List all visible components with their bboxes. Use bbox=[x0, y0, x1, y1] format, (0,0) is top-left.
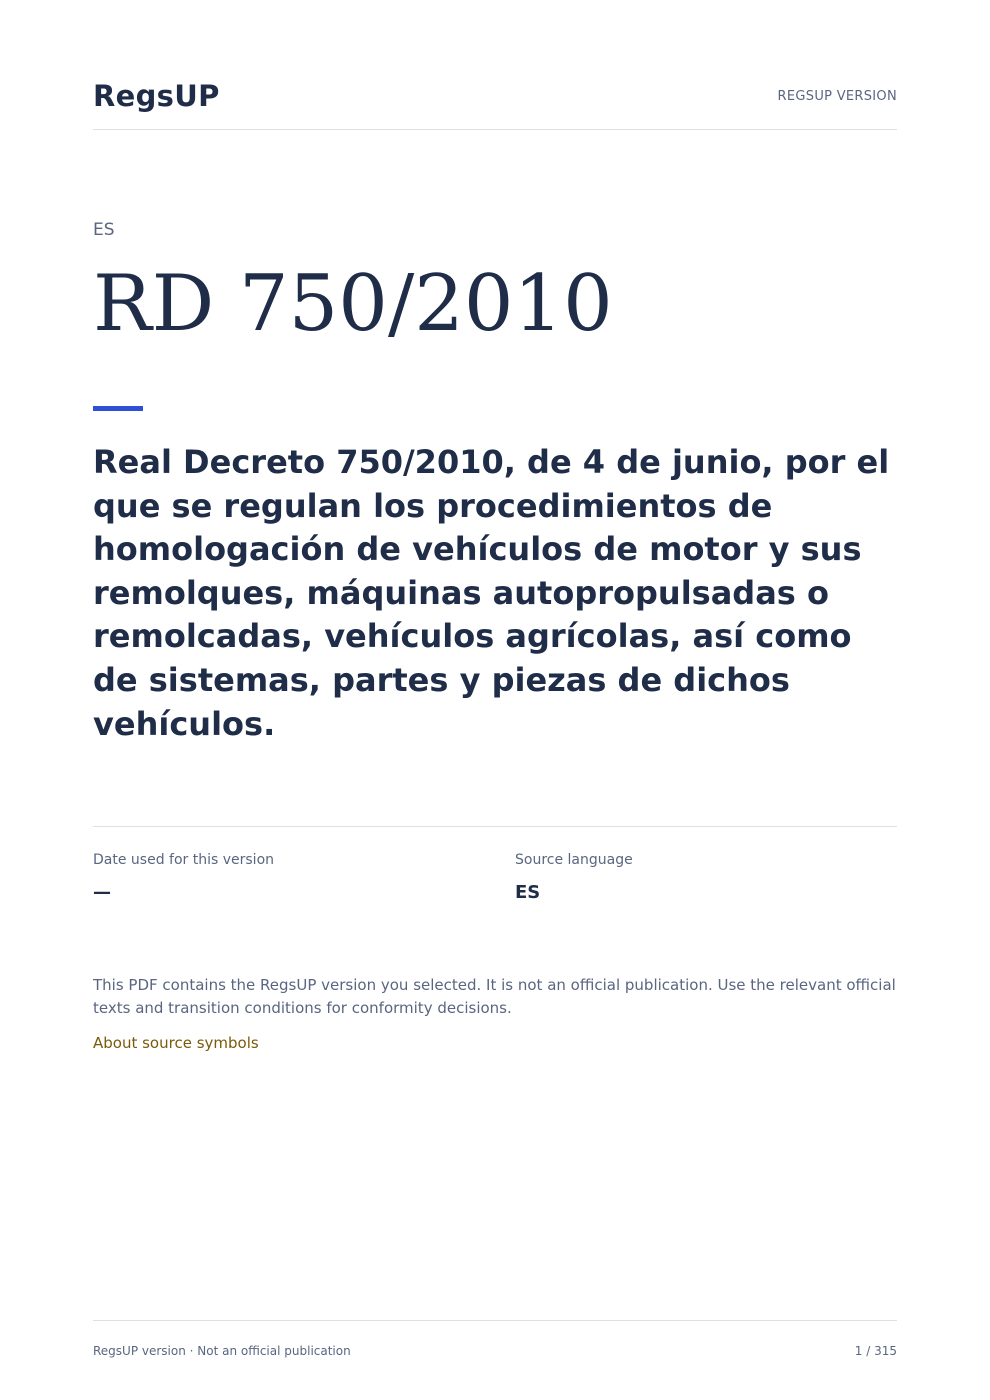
version-date-block bbox=[93, 851, 274, 904]
disclaimer-notice: This PDF contains the RegsUP version you selected. It is not an official publication. Use the relevant official texts and transition conditions for conformity decisions. bbox=[93, 976, 896, 1017]
document-title: Real Decreto 750/2010, de 4 de junio, por el que se regulan los procedimientos de homologación de vehículos de motor y sus remolques, máquinas autopropulsadas o remolcadas, vehículos agrícolas, así como de sistemas, partes y piezas de dichos vehículos. bbox=[93, 443, 890, 743]
source-language-block bbox=[515, 851, 633, 904]
accent-divider bbox=[93, 406, 143, 411]
source-language-value: ES bbox=[515, 882, 541, 903]
version-date-value: — bbox=[93, 882, 111, 903]
page-header bbox=[93, 78, 897, 130]
version-date-label: Date used for this version bbox=[93, 852, 275, 868]
page-footer bbox=[93, 1320, 897, 1360]
document-page bbox=[93, 0, 897, 1400]
document-code: RD 750/2010 bbox=[93, 259, 613, 349]
brand-logo-text: RegsUP bbox=[93, 79, 220, 113]
source-language-label: Source language bbox=[515, 852, 633, 868]
version-label: REGSUP VERSION bbox=[777, 89, 897, 104]
page-number: 1 / 315 bbox=[854, 1344, 897, 1358]
about-source-symbols-link[interactable]: About source symbols bbox=[93, 1034, 259, 1052]
footer-disclaimer: RegsUP version · Not an official publication bbox=[93, 1344, 351, 1358]
jurisdiction-code: ES bbox=[93, 220, 115, 240]
metadata-section bbox=[93, 826, 897, 916]
